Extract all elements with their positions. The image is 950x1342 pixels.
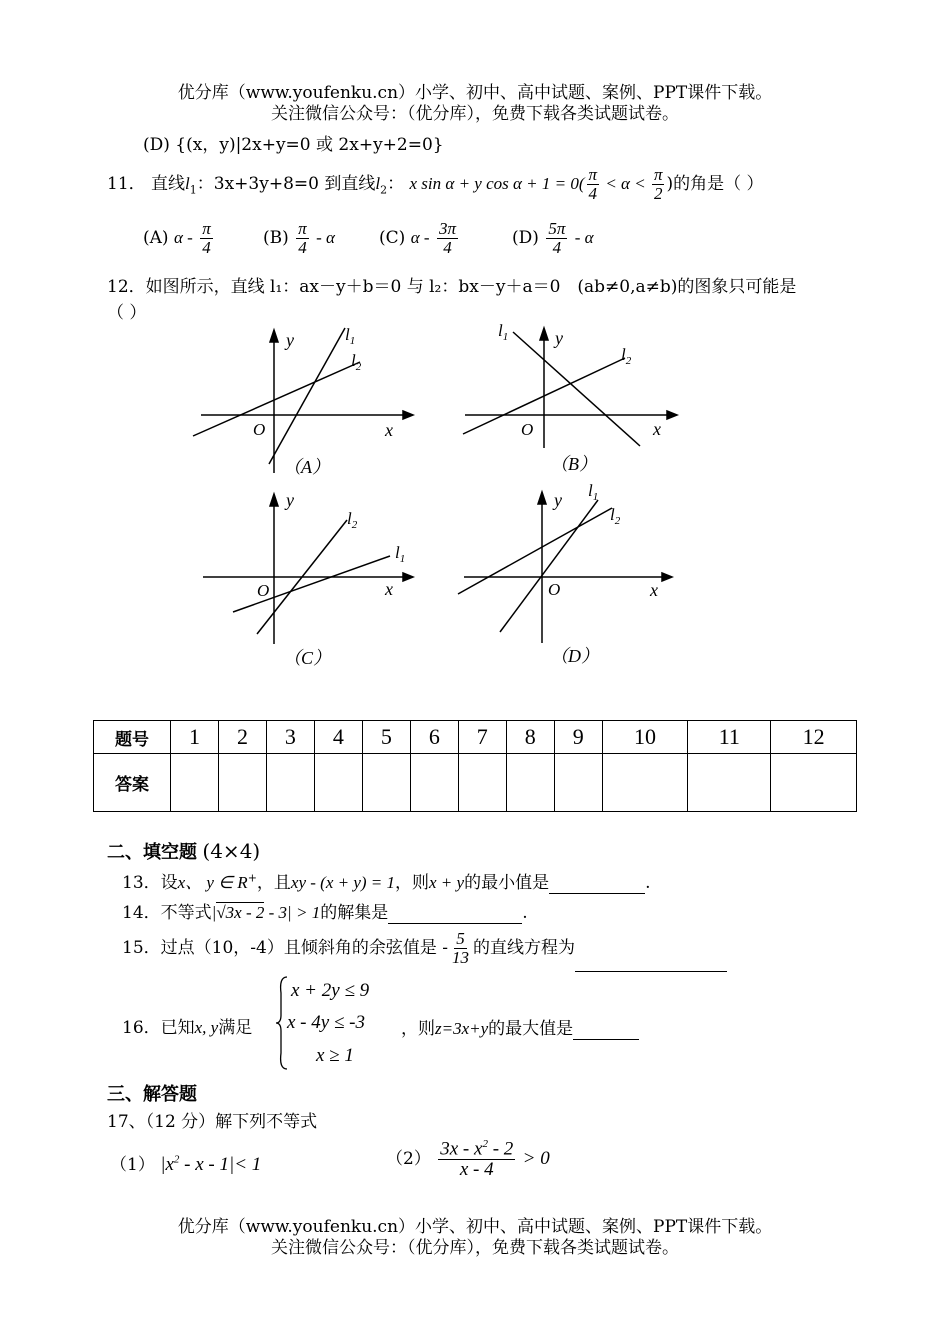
q11-lead: 直线: [151, 174, 186, 194]
q17-part-1: （1） $|x^2 - x - 1|< 1$: [110, 1153, 262, 1175]
graph-a-origin: O: [253, 420, 266, 439]
question-15: 15．过点（10，-4）且倾斜角的余弦值是 - $\frac{5}{13}$ 的直线方程为: [122, 925, 727, 972]
q16-answer-blank[interactable]: [573, 1019, 639, 1040]
q11-frac-pi-4: $\frac{\pi}{4}$: [588, 165, 598, 203]
answer-cell[interactable]: [602, 754, 688, 812]
q16-constraint-2: x - 4y ≤ -3: [287, 1012, 365, 1033]
graph-d-line-l1: [500, 500, 598, 632]
footer-line-2: 关注微信公众号：（优分库），免费下载各类试题试卷。: [271, 1238, 679, 1258]
q15-answer-blank[interactable]: [575, 925, 727, 972]
answer-cell[interactable]: [688, 754, 771, 812]
q11-formula: x sin α + y cos α + 1 = 0(: [409, 174, 585, 193]
answer-number-cell: 5: [362, 721, 410, 754]
question-14: 14．不等式|√3x - 2 - 3| > 1的解集是 .: [122, 903, 528, 923]
answer-number-cell: 11: [688, 721, 771, 754]
answer-number-cell: 1: [171, 721, 219, 754]
question-17: 17、（12 分）解下列不等式: [107, 1112, 318, 1132]
graph-d-line-l2: [458, 508, 612, 594]
q17-part-2: （2） $\frac{3x - x^2 - 2}{x - 4}$ > 0: [386, 1137, 550, 1181]
answer-cell[interactable]: [771, 754, 857, 812]
graph-a-l1-label: $l_1$: [345, 325, 356, 347]
graph-d: [450, 478, 690, 670]
header-line-1: 优分库（www.youfenku.cn）小学、初中、高中试题、案例、PPT课件下载。: [177, 83, 773, 103]
q11-l1: l: [185, 174, 190, 193]
graph-c-caption: （C）: [283, 648, 332, 668]
q11-option-d: (D) $\frac{5\pi}{4}$ - α: [512, 219, 594, 257]
answer-cell[interactable]: [506, 754, 554, 812]
question-13: 13．设x、 y ∈ R+，且xy - (x + y) = 1，则x + y的最小值是 .: [122, 871, 651, 893]
section-3-heading: 三、解答题: [107, 1084, 197, 1105]
question-16-lead: 16．已知x, y满足: [122, 1018, 253, 1038]
answer-table-answer-row: [94, 754, 857, 812]
graph-b-x-label: x: [653, 419, 661, 439]
answer-table: [93, 720, 857, 812]
question-11: 11． 直线$l_1$：3x+3y+8=0 到直线$l_2$： x sin α + y cos α + 1 = 0( $\frac{\pi}{4}$ < α < $\frac{\pi}{2}$ )的角是（ ）: [107, 165, 764, 203]
graph-b-caption: （B）: [550, 454, 597, 474]
graph-d-l2-label: $l_2$: [610, 505, 621, 527]
graph-d-caption: （D）: [550, 646, 599, 666]
graph-d-y-label: y: [554, 490, 562, 510]
q11-lt: < α <: [601, 174, 650, 193]
footer-line-1: 优分库（www.youfenku.cn）小学、初中、高中试题、案例、PPT课件下载。: [177, 1217, 773, 1237]
graph-b-l1-label: $l_1$: [498, 321, 509, 343]
answer-table-answer-header: 答案: [94, 754, 171, 812]
graph-c-l1-label: $l_1$: [395, 543, 406, 565]
question-16-tail: ，则z=3x+y的最大值是: [401, 1014, 639, 1040]
q11-l2: l: [375, 174, 381, 193]
answer-cell[interactable]: [458, 754, 506, 812]
graph-c-y-label: y: [286, 490, 294, 510]
graph-a-x-label: x: [385, 420, 393, 440]
graph-a-l2-label: $l_2$: [351, 351, 362, 373]
q13-answer-blank[interactable]: [549, 873, 645, 894]
graph-a-line-l1: [269, 328, 345, 464]
q11-option-b: (B) $\frac{\pi}{4}$ - α: [263, 219, 335, 257]
answer-number-cell: 4: [314, 721, 362, 754]
q11-number: 11．: [107, 174, 146, 194]
answer-cell[interactable]: [410, 754, 458, 812]
answer-number-cell: 2: [218, 721, 266, 754]
answer-cell[interactable]: [218, 754, 266, 812]
graph-a: [185, 318, 425, 483]
answer-number-cell: 8: [506, 721, 554, 754]
q12-choice-parens: （ ）: [107, 303, 147, 323]
answer-number-cell: 9: [554, 721, 602, 754]
question-12: 12．如图所示，直线 l₁：ax－y＋b＝0 与 l₂：bx－y＋a＝0 (ab≠0,a≠b)的图象只可能是: [107, 277, 797, 297]
graph-d-l1-label: $l_1$: [588, 481, 599, 503]
graph-b-y-label: y: [555, 328, 563, 348]
q11-line1-eq: ：3x+3y+8=0 到直线: [196, 174, 376, 194]
q16-constraint-1: x + 2y ≤ 9: [291, 980, 370, 1001]
section-2-heading: 二、填空题 (4×4): [107, 839, 261, 863]
answer-number-cell: 10: [602, 721, 688, 754]
q11-tail: 的角是（ ）: [673, 174, 764, 194]
graph-a-y-label: y: [286, 330, 294, 350]
graph-b: [455, 318, 695, 483]
answer-cell[interactable]: [362, 754, 410, 812]
graph-c-origin: O: [257, 581, 270, 600]
answer-cell[interactable]: [171, 754, 219, 812]
graph-c: [185, 484, 425, 674]
q11-colon: ：: [387, 174, 405, 194]
q11-option-c: (C) α - $\frac{3\pi}{4}$: [379, 219, 456, 257]
graph-d-origin: O: [548, 580, 561, 599]
q16-constraint-3: x ≥ 1: [316, 1045, 354, 1066]
answer-cell[interactable]: [554, 754, 602, 812]
answer-cell[interactable]: [314, 754, 362, 812]
answer-table-number-header: 题号: [94, 721, 171, 754]
answer-cell[interactable]: [266, 754, 314, 812]
q11-close: ): [666, 174, 674, 194]
q14-answer-blank[interactable]: [388, 903, 522, 924]
q11-option-a: (A) α - $\frac{\pi}{4}$: [143, 219, 211, 257]
graph-c-x-label: x: [385, 579, 393, 599]
header-line-2: 关注微信公众号：（优分库），免费下载各类试题试卷。: [271, 104, 679, 124]
answer-number-cell: 6: [410, 721, 458, 754]
answer-table-number-row: [94, 721, 857, 754]
graph-a-caption: （A）: [283, 457, 330, 477]
graph-b-origin: O: [521, 420, 534, 439]
graph-c-l2-label: $l_2$: [347, 509, 358, 531]
answer-number-cell: 3: [266, 721, 314, 754]
answer-number-cell: 7: [458, 721, 506, 754]
graph-d-x-label: x: [650, 580, 658, 600]
q10-option-d: (D) {(x，y)|2x+y=0 或 2x+y+2=0}: [143, 135, 444, 155]
q11-frac-pi-2: $\frac{\pi}{2}$: [653, 165, 663, 203]
answer-number-cell: 12: [771, 721, 857, 754]
graph-b-l2-label: $l_2$: [621, 345, 632, 367]
graph-a-line-l2: [193, 362, 360, 436]
